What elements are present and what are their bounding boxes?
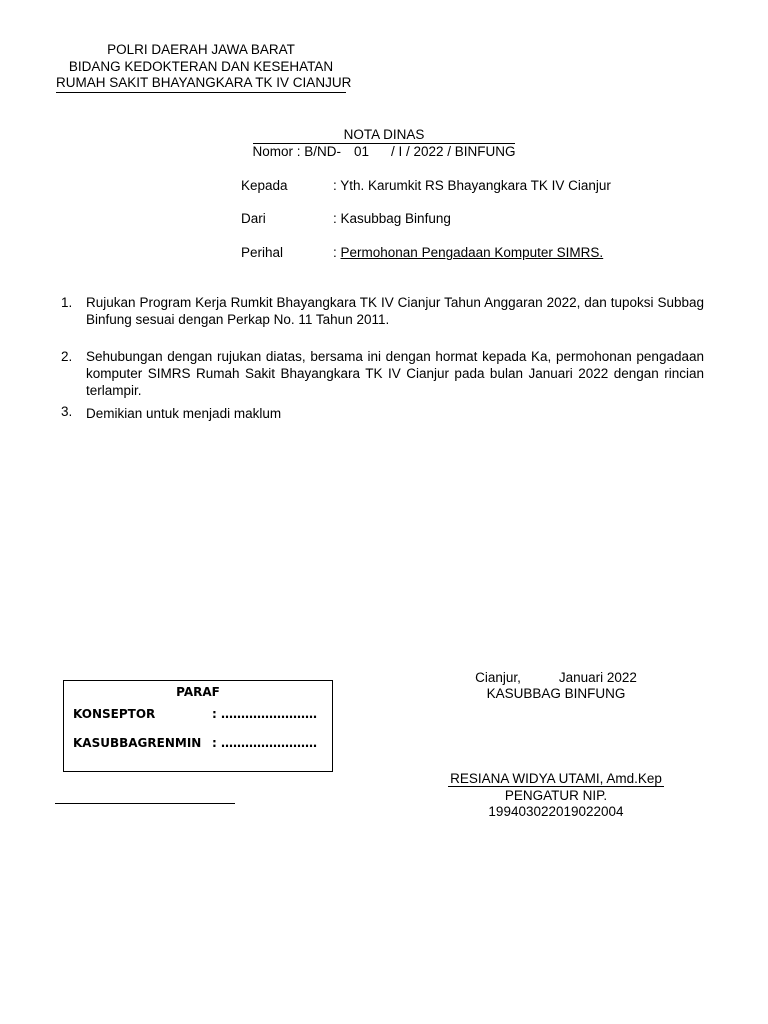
field-label-dari: Dari	[241, 211, 266, 226]
paragraph-2: Sehubungan dengan rujukan diatas, bersama ini dengan hormat kepada Ka, permohonan pengadaan komputer SIMRS Rumah Sakit Bhayangkara TK IV Cianjur pada bulan Januari 2022 dengan rincian terlampir.	[86, 349, 704, 398]
field-value-perihal	[333, 244, 603, 262]
paraf-label-kasubbagrenmin: KASUBBAGRENMIN	[73, 736, 202, 750]
memo-heading	[253, 127, 515, 160]
perihal-colon: :	[333, 245, 341, 260]
paraf-label-konseptor: KONSEPTOR	[73, 707, 156, 721]
signature-position: KASUBBAG BINFUNG	[486, 686, 626, 701]
footnote-divider	[55, 803, 235, 804]
paraf-box	[63, 680, 333, 772]
paraf-dots-kasubbagrenmin: : ……………………	[212, 736, 317, 750]
paragraph-number-2: 2.	[61, 349, 73, 364]
perihal-subject: Permohonan Pengadaan Komputer SIMRS.	[340, 245, 604, 260]
letterhead-line-3: RUMAH SAKIT BHAYANGKARA TK IV CIANJUR	[56, 75, 346, 93]
signer-name: RESIANA WIDYA UTAMI, Amd.Kep	[450, 771, 662, 786]
memo-number	[253, 144, 515, 160]
signature-date-line	[440, 670, 672, 686]
field-label-kepada: Kepada	[241, 178, 288, 193]
paraf-dots-konseptor: : ……………………	[212, 707, 317, 721]
signature-place: Cianjur,	[475, 670, 521, 685]
letterhead-line-2: BIDANG KEDOKTERAN DAN KESEHATAN	[68, 58, 334, 74]
paragraph-3: Demikian untuk menjadi maklum	[86, 406, 282, 421]
letterhead	[56, 42, 352, 93]
signature-rank-nip: PENGATUR NIP. 199403022019022004	[488, 788, 624, 819]
field-label-perihal: Perihal	[241, 245, 284, 260]
field-value-dari: : Kasubbag Binfung	[333, 211, 451, 226]
memo-title: NOTA DINAS	[253, 127, 515, 144]
field-value-kepada: : Yth. Karumkit RS Bhayangkara TK IV Cianjur	[333, 178, 611, 193]
signature-name	[440, 771, 672, 787]
signature-date: Januari 2022	[558, 670, 637, 685]
letterhead-line-1: POLRI DAERAH JAWA BARAT	[107, 42, 295, 57]
paragraph-1: Rujukan Program Kerja Rumkit Bhayangkara TK IV Cianjur Tahun Anggaran 2022, dan tupoksi Subbag Binfung sesuai dengan Perkap No. 11 Tahun 2011.	[86, 295, 704, 327]
paragraph-number-1: 1.	[61, 295, 73, 310]
memo-number-suffix: / I / 2022 / BINFUNG	[391, 144, 516, 159]
memo-number-value: 01	[353, 144, 369, 159]
paraf-title: PARAF	[176, 685, 220, 699]
memo-number-prefix: Nomor : B/ND-	[252, 144, 341, 159]
paragraph-number-3: 3.	[61, 404, 73, 419]
